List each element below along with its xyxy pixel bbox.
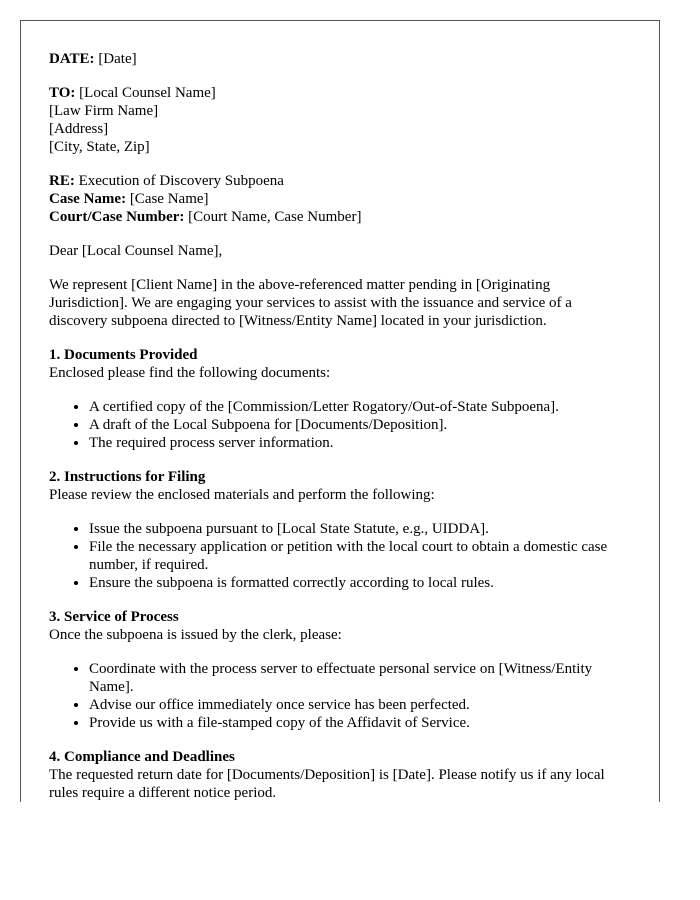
reference-block <box>49 172 631 226</box>
list-item: • Issue the subpoena pursuant to [Local State Statute, e.g., UIDDA]. <box>89 520 631 538</box>
section-intro-service: Once the subpoena is issued by the clerk, please: <box>49 627 342 643</box>
section-intro-documents: Enclosed please find the following documents: <box>49 365 331 381</box>
case-name-value: [Case Name] <box>129 191 209 207</box>
section-intro-compliance: The requested return date for [Documents/Deposition] is [Date]. Please notify us if any local rules require a different notice period. <box>49 767 605 801</box>
list-documents <box>49 398 631 452</box>
section-heading-filing: 2. Instructions for Filing <box>49 469 206 485</box>
list-item: • Advise our office immediately once service has been perfected. <box>89 696 631 714</box>
re-label: RE: <box>49 173 75 189</box>
salutation: Dear [Local Counsel Name], <box>49 243 223 259</box>
list-filing <box>49 520 631 592</box>
recipient-line-1 <box>49 84 631 102</box>
to-label: TO: <box>49 85 76 101</box>
case-name-line <box>49 190 631 208</box>
re-value: Execution of Discovery Subpoena <box>78 173 284 189</box>
list-item: • Coordinate with the process server to effectuate personal service on [Witness/Entity Name]. <box>89 660 631 696</box>
intro-paragraph: We represent [Client Name] in the above-referenced matter pending in [Originating Jurisdiction]. We are engaging your services to assist with the issuance and service of a discovery subpoena directed to [Witness/Entity Name] located in your jurisdiction. <box>49 277 572 329</box>
court-value: [Court Name, Case Number] <box>188 209 362 225</box>
recipient-address: [Address] <box>49 121 109 137</box>
list-item: • File the necessary application or petition with the local court to obtain a domestic case number, if required. <box>89 538 631 574</box>
section-heading-compliance: 4. Compliance and Deadlines <box>49 749 235 765</box>
court-line <box>49 208 631 226</box>
letter-page <box>20 20 660 802</box>
section-intro-filing: Please review the enclosed materials and perform the following: <box>49 487 435 503</box>
list-item: • Provide us with a file-stamped copy of the Affidavit of Service. <box>89 714 631 732</box>
re-line <box>49 172 631 190</box>
recipient-name: [Local Counsel Name] <box>79 85 216 101</box>
list-service <box>49 660 631 732</box>
list-item: • Ensure the subpoena is formatted correctly according to local rules. <box>89 574 631 592</box>
section-heading-documents: 1. Documents Provided <box>49 347 198 363</box>
case-name-label: Case Name: <box>49 191 127 207</box>
date-block <box>49 50 631 68</box>
date-value: [Date] <box>98 51 137 67</box>
recipient-city: [City, State, Zip] <box>49 139 150 155</box>
date-label: DATE: <box>49 51 95 67</box>
recipient-block <box>49 84 631 156</box>
list-item: • A draft of the Local Subpoena for [Documents/Deposition]. <box>89 416 631 434</box>
court-label: Court/Case Number: <box>49 209 185 225</box>
section-heading-service: 3. Service of Process <box>49 609 179 625</box>
recipient-firm: [Law Firm Name] <box>49 103 159 119</box>
list-item: • The required process server information. <box>89 434 631 452</box>
list-item: • A certified copy of the [Commission/Letter Rogatory/Out-of-State Subpoena]. <box>89 398 631 416</box>
